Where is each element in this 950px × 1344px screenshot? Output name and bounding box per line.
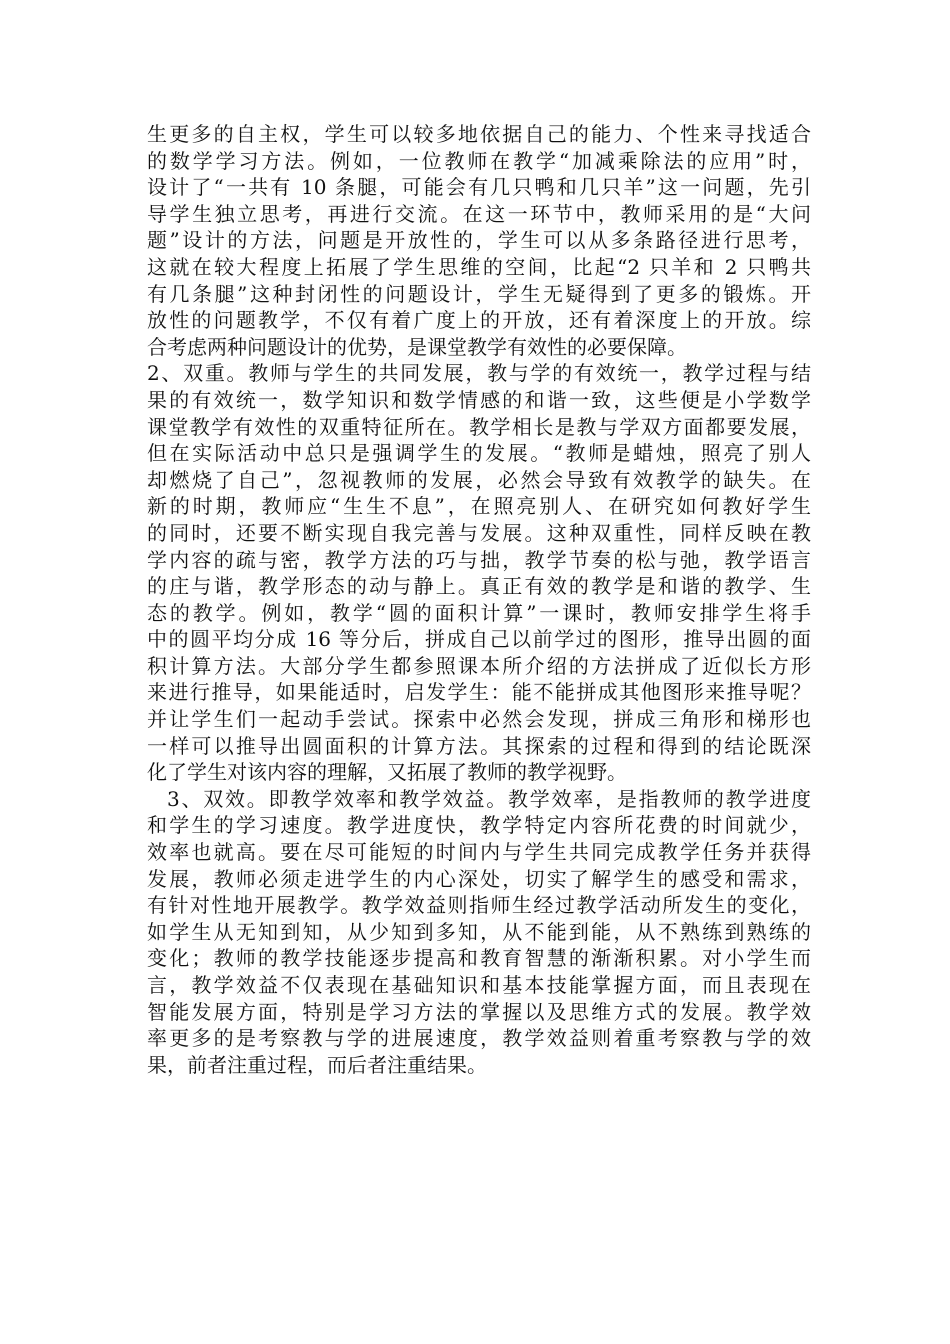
text-line: 放性的问题教学，不仅有着广度上的开放，还有着深度上的开放。综 [147,308,811,333]
text-line: 却燃烧了自己”，忽视教师的发展，必然会导致有效教学的缺失。在 [147,467,811,492]
text-line: 有针对性地开展教学。教学效益则指师生经过教学活动所发生的变化， [147,893,811,918]
text-line: 发展，教师必须走进学生的内心深处，切实了解学生的感受和需求， [147,866,811,891]
text-line: 中的圆平均分成 16 等分后，拼成自己以前学过的图形，推导出圆的面 [147,627,811,652]
text-line: 来进行推导，如果能适时，启发学生：能不能拼成其他图形来推导呢？ [147,680,811,705]
text-line: 并让学生们一起动手尝试。探索中必然会发现，拼成三角形和梯形也 [147,707,811,732]
text-line: 态的教学。例如，教学“圆的面积计算”一课时，教师安排学生将手 [147,600,811,625]
text-line: 导学生独立思考，再进行交流。在这一环节中，教师采用的是“大问 [147,201,811,226]
text-line: 一样可以推导出圆面积的计算方法。其探索的过程和得到的结论既深 [147,733,811,758]
text-line: 言，教学效益不仅表现在基础知识和基本技能掌握方面，而且表现在 [147,973,811,997]
text-line: 效率也就高。要在尽可能短的时间内与学生共同完成教学任务并获得 [147,840,811,865]
text-line: 但在实际活动中总只是强调学生的发展。“教师是蜡烛，照亮了别人 [147,441,811,466]
text-line: 的庄与谐，教学形态的动与静上。真正有效的教学是和谐的教学、生 [147,574,811,599]
text-line: 新的时期，教师应“生生不息”，在照亮别人、在研究如何教好学生 [147,494,811,519]
text-line: 学内容的疏与密，教学方法的巧与拙，教学节奏的松与弛，教学语言 [147,547,811,572]
text-line: 课堂教学有效性的双重特征所在。教学相长是教与学双方面都要发展， [147,414,811,439]
document-body [147,121,811,1078]
text-line: 率更多的是考察教与学的进展速度，教学效益则着重考察教与学的效 [147,1026,811,1051]
text-line: 积计算方法。大部分学生都参照课本所介绍的方法拼成了近似长方形 [147,653,811,678]
text-line: 3、双效。即教学效率和教学效益。教学效率，是指教师的教学进度 [167,786,811,811]
text-line: 如学生从无知到知，从少知到多知，从不能到能，从不熟练到熟练的 [147,919,811,944]
text-line: 有几条腿”这种封闭性的问题设计，学生无疑得到了更多的锻炼。开 [147,281,811,306]
text-line: 智能发展方面，特别是学习方法的掌握以及思维方式的发展。教学效 [147,999,811,1024]
text-line: 这就在较大程度上拓展了学生思维的空间，比起“2 只羊和 2 只鸭共 [147,254,811,279]
text-line: 果，前者注重过程，而后者注重结果。 [147,1052,487,1077]
text-line: 的同时，还要不断实现自我完善与发展。这种双重性，同样反映在教 [147,520,811,545]
text-line: 化了学生对该内容的理解，又拓展了教师的教学视野。 [147,760,627,785]
text-line: 的数学学习方法。例如，一位教师在教学“加减乘除法的应用”时， [147,148,811,173]
text-line: 和学生的学习速度。教学进度快，教学特定内容所花费的时间就少， [147,813,811,838]
paragraph-p1 [147,121,811,360]
text-line: 题”设计的方法，问题是开放性的，学生可以从多条路径进行思考， [147,228,811,253]
paragraph-p3 [147,786,811,1079]
text-line: 变化；教师的教学技能逐步提高和教育智慧的渐渐积累。对小学生而 [147,946,811,971]
text-line: 设计了“一共有 10 条腿，可能会有几只鸭和几只羊”这一问题，先引 [147,175,811,200]
text-line: 生更多的自主权，学生可以较多地依据自己的能力、个性来寻找适合 [147,122,811,146]
text-line: 果的有效统一，数学知识和数学情感的和谐一致，这些便是小学数学 [147,387,811,412]
paragraph-p2 [147,360,811,786]
text-line: 合考虑两种问题设计的优势，是课堂教学有效性的必要保障。 [147,334,687,359]
text-line: 2、双重。教师与学生的共同发展，教与学的有效统一，教学过程与结 [147,361,811,386]
